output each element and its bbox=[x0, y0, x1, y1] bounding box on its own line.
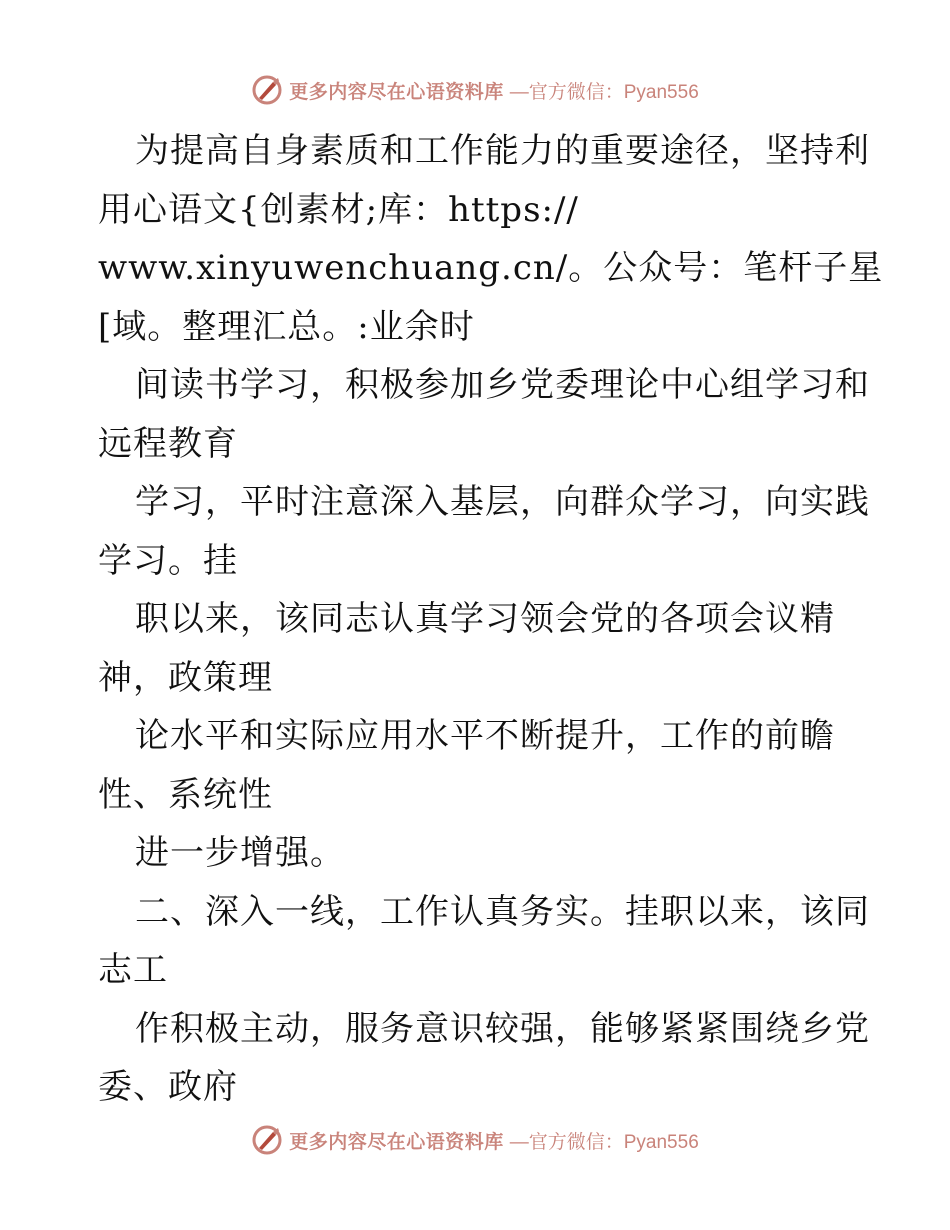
body-line: 作积极主动，服务意识较强，能够紧紧围绕乡党 bbox=[135, 1008, 870, 1049]
body-line: 职以来，该同志认真学习领会党的各项会议精 bbox=[135, 599, 835, 639]
body-line: 为提高自身素质和工作能力的重要途径，坚持利 bbox=[135, 131, 870, 171]
body-line: 用心语文{创素材;库：https:// bbox=[98, 189, 579, 230]
body-line: 远程教育 bbox=[98, 423, 238, 464]
body-line: www.xinyuwenchuang.cn/。公众号：笔杆子星 bbox=[98, 248, 884, 288]
body-line: 进一步增强。 bbox=[135, 833, 345, 873]
quill-circle-logo-icon bbox=[251, 1124, 283, 1156]
footer-contact-text: —官方微信：Pyan556 bbox=[509, 1131, 699, 1153]
body-line: 性、系统性 bbox=[98, 774, 273, 815]
footer-banner bbox=[0, 1120, 950, 1160]
body-line: 二、深入一线，工作认真务实。挂职以来，该同 bbox=[135, 891, 870, 932]
body-line: [域。整理汇总。:业余时 bbox=[98, 306, 475, 347]
body-line: 论水平和实际应用水平不断提升，工作的前瞻 bbox=[135, 716, 835, 756]
body-line: 学习。挂 bbox=[98, 540, 238, 581]
document-body bbox=[98, 122, 884, 1117]
body-line: 志工 bbox=[98, 950, 168, 990]
footer-brand-text: 更多内容尽在心语资料库 bbox=[289, 1130, 504, 1153]
body-line: 神，政策理 bbox=[98, 657, 273, 698]
header-contact-text: —官方微信：Pyan556 bbox=[509, 81, 699, 103]
body-line: 间读书学习，积极参加乡党委理论中心组学习和 bbox=[135, 365, 870, 405]
quill-circle-logo-icon bbox=[251, 74, 283, 106]
header-banner bbox=[0, 70, 950, 110]
body-line: 委、政府 bbox=[98, 1067, 238, 1107]
header-brand-text: 更多内容尽在心语资料库 bbox=[289, 80, 504, 103]
body-line: 学习，平时注意深入基层，向群众学习，向实践 bbox=[135, 482, 870, 522]
